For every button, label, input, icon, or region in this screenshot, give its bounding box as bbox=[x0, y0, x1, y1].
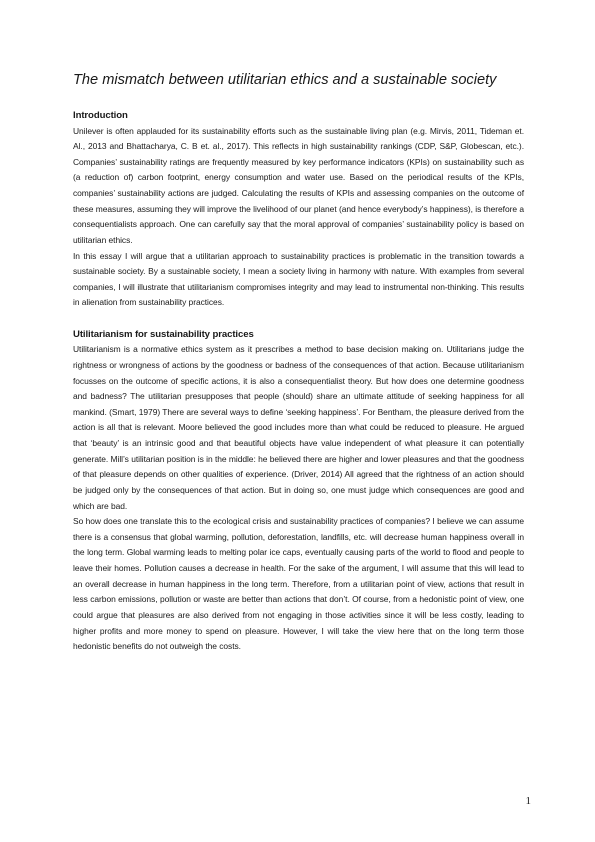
section-heading: Utilitarianism for sustainability practices bbox=[73, 328, 254, 340]
section-heading: Introduction bbox=[73, 110, 128, 121]
document-title: The mismatch between utilitarian ethics and a sustainable society bbox=[73, 72, 497, 88]
section-utilitarianism bbox=[73, 327, 524, 655]
paragraph: Utilitarianism is a normative ethics system as it prescribes a method to base decision making on. Utilitarians judge the rightness or wrongness of actions by the goodness or badness of the consequences of that action. Because utilitarianism focusses on the outcome of specific actions, it is also a consequentialist theory. But how does one determine goodness and badness? The utilitarian presupposes that people (should) share an ultimate attitude of seeking happiness for all mankind. (Smart, 1979) There are several ways to define ‘seeking happiness’. For Bentham, the pleasure derived from the action is all that is relevant. Moore believed the good includes more than what could be reduced to pleasure. He argued that ‘beauty’ is an intrinsic good and that beautiful objects have value independent of what pleasure it can potentially generate. Mill’s utilitarian position is in the middle: he believed there are higher and lower pleasures and that the goodness of that pleasure depends on other qualities of experience. (Driver, 2014) All agreed that the rightness of an action should be judged only by the consequences of that action. But in doing so, one must judge which consequences are good and which are bad. bbox=[73, 344, 524, 511]
paragraph: In this essay I will argue that a utilitarian approach to sustainability practices is problematic in the transition towards a sustainable society. By a sustainable society, I mean a society living in harmony with nature. With examples from several companies, I will illustrate that utilitarianism compromises integrity and may lead to instrumental non-thinking. This results in alienation from sustainability practices. bbox=[73, 250, 524, 308]
page-number: 1 bbox=[525, 795, 531, 807]
paragraph: So how does one translate this to the ecological crisis and sustainability practices of companies? I believe we can assume there is a consensus that global warming, pollution, deforestation, landfills, etc. will decrease human happiness overall in the long term. Global warming leads to melting polar ice caps, eventually causing parts of the world to flood and people to leave their homes. Pollution causes a decrease in health. For the sake of the argument, I will assume that this will lead to an overall decrease in human happiness in the long term. Therefore, from a utilitarian point of view, actions that result in less carbon emissions, pollution or waste are better than actions that don’t. Of course, from a hedonistic point of view, one could argue that pleasures are also derived from not engaging in those activities since it will be less costly, leading to higher profits and more money to spend on pleasure. However, I will take the view here that on the long term those hedonistic benefits do not outweigh the costs. bbox=[73, 516, 524, 652]
section-introduction bbox=[73, 108, 524, 311]
document-body bbox=[73, 108, 524, 655]
paragraph: Unilever is often applauded for its sustainability efforts such as the sustainable living plan (e.g. Mirvis, 2011, Tideman et. Al., 2013 and Bhattacharya, C. B et. al., 2017). This reflects in high sustainability rankings (CDP, S&P, Globescan, etc.). Companies’ sustainability ratings are frequently measured by key performance indicators (KPIs) on sustainability such as (a reduction of) carbon footprint, energy consumption and water use. Based on the periodical results of the KPIs, companies’ sustainability actions are judged. Calculating the results of KPIs and assessing companies on the outcome of these measures, assuming they will improve the livelihood of our planet (and hence everybody’s happiness), is therefore a consequentialists approach. One can carefully say that the moral approval of companies’ sustainability policy is based on utilitarian ethics. bbox=[73, 125, 524, 245]
section-spacer bbox=[73, 311, 524, 327]
